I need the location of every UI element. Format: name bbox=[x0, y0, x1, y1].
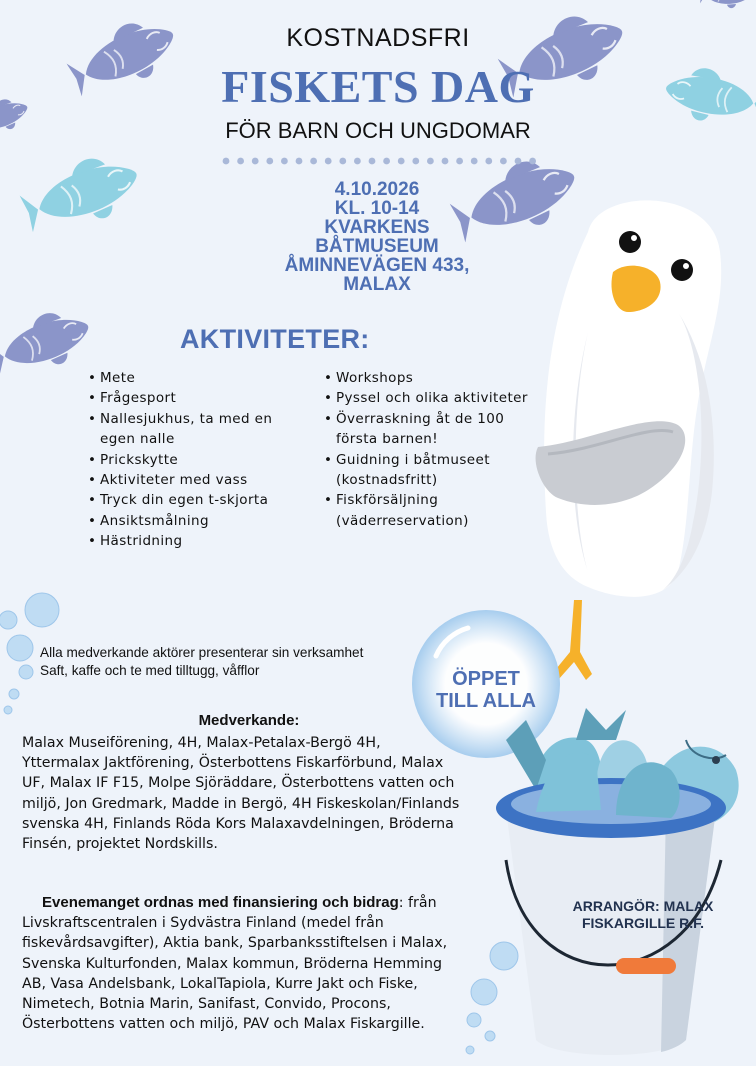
list-item: • Mete bbox=[88, 368, 273, 388]
divider-dot bbox=[237, 158, 244, 165]
divider-dot bbox=[354, 158, 361, 165]
divider-dot bbox=[485, 158, 492, 165]
divider-dot bbox=[442, 158, 449, 165]
partners-text: Malax Museiförening, 4H, Malax-Petalax-Bergö 4H, Yttermalax Jaktförening, Österbottens Fiskarförbund, Malax UF, Malax IF F15, Molpe Sjöräddare, Österbottens vatten och miljö, Jon Gredmark, Madde in Bergö, 4H Fiskeskolan/Finlands svenska 4H, Finlands Röda Kors Malaxavdelningen, Bröderna Finsén, projektet Nordskills. bbox=[22, 735, 460, 853]
list-item: • Tryck din egen t-skjorta bbox=[88, 490, 273, 510]
divider-dot bbox=[339, 158, 346, 165]
list-item: • Nallesjukhus, ta med en egen nalle bbox=[88, 409, 273, 450]
bubbles-decoration bbox=[462, 926, 522, 1056]
partners-heading: Medverkande: bbox=[198, 712, 300, 729]
list-item: • Frågesport bbox=[88, 388, 273, 408]
funding-heading: Evenemanget ordnas med finansiering och bidrag bbox=[42, 894, 399, 911]
funding-text: från Livskraftscentralen i Sydvästra Finland (medel från fiskevårdsavgifter), Aktia bank, Sparbanksstiftelsen i Malax, Svenska Kulturfonden, Malax kommun, Bröderna Hemming AB, Vasa Andelsbank, LokalTapiola, Kurre Jakt och Fiske, Nimetech, Botnia Marin, Sanifast, Convido, Procons, Österbottens vatten och miljö, PAV och Malax Fiskargille. bbox=[22, 895, 448, 1033]
activities-list-left bbox=[88, 368, 273, 552]
list-item: • Ansiktsmålning bbox=[88, 511, 273, 531]
presenters-text: Alla medverkande aktörer presenterar sin verksamhet bbox=[40, 645, 364, 660]
page-title: FISKETS DAG bbox=[221, 61, 535, 112]
divider-dot bbox=[369, 158, 376, 165]
list-item: • Fiskförsäljning (väderreservation) bbox=[324, 490, 529, 531]
event-address: MALAX bbox=[343, 274, 411, 295]
refreshments-text: Saft, kaffe och te med tilltugg, våfflor bbox=[40, 663, 260, 678]
organizer-line: FISKARGILLE R.F. bbox=[581, 915, 705, 931]
event-info bbox=[237, 180, 517, 294]
activities-heading: AKTIVITETER: bbox=[180, 324, 370, 354]
divider-dot bbox=[412, 158, 419, 165]
divider-dot bbox=[529, 158, 536, 165]
funding-block: Evenemanget ordnas med finansiering och bidrag: från Livskraftscentralen i Sydvästra Finland (medel från fiskevårdsavgifter), Aktia bank, Sparbanksstiftelsen i Malax, Svenska Kulturfonden, Malax kommun, Bröderna Hemming AB, Vasa Andelsbank, LokalTapiola, Kurre Jakt och Fiske, Nimetech, Botnia Marin, Sanifast, Convido, Procons, Österbottens vatten och miljö, PAV och Malax Fiskargille. bbox=[22, 894, 448, 1033]
divider-dot bbox=[383, 158, 390, 165]
list-item: • Aktiviteter med vass bbox=[88, 470, 273, 490]
divider-dot bbox=[281, 158, 288, 165]
event-venue: BÅTMUSEUM bbox=[315, 236, 439, 257]
extra-info bbox=[40, 644, 420, 680]
divider-dot bbox=[515, 158, 522, 165]
event-date: 4.10.2026 bbox=[334, 179, 420, 200]
divider-dot bbox=[398, 158, 405, 165]
kicker-text: KOSTNADSFRI bbox=[286, 24, 470, 52]
list-item: • Guidning i båtmuseet (kostnadsfritt) bbox=[324, 450, 529, 491]
divider-dot bbox=[500, 158, 507, 165]
badge-line: TILL ALLA bbox=[436, 690, 536, 712]
list-item: • Hästridning bbox=[88, 531, 273, 551]
divider-dot bbox=[310, 158, 317, 165]
page-subtitle: FÖR BARN OCH UNGDOMAR bbox=[225, 118, 531, 143]
divider-dot bbox=[427, 158, 434, 165]
divider-dot bbox=[266, 158, 273, 165]
divider-dot bbox=[471, 158, 478, 165]
divider-dot bbox=[223, 158, 230, 165]
list-item: • Pyssel och olika aktiviteter bbox=[324, 388, 529, 408]
badge-line: ÖPPET bbox=[452, 668, 520, 690]
list-item: • Överraskning åt de 100 första barnen! bbox=[324, 409, 529, 450]
dotted-divider bbox=[222, 155, 537, 167]
event-time: KL. 10-14 bbox=[334, 198, 420, 219]
event-address: ÅMINNEVÄGEN 433, bbox=[284, 255, 470, 276]
organizer-label bbox=[556, 898, 730, 932]
activities-list-right bbox=[324, 368, 529, 531]
divider-dot bbox=[296, 158, 303, 165]
organizer-line: ARRANGÖR: MALAX bbox=[572, 898, 714, 914]
divider-dot bbox=[325, 158, 332, 165]
event-venue: KVARKENS bbox=[324, 217, 430, 238]
list-item: • Prickskytte bbox=[88, 450, 273, 470]
list-item: • Workshops bbox=[324, 368, 529, 388]
fish-icon bbox=[700, 0, 756, 10]
divider-dot bbox=[456, 158, 463, 165]
divider-dot bbox=[252, 158, 259, 165]
